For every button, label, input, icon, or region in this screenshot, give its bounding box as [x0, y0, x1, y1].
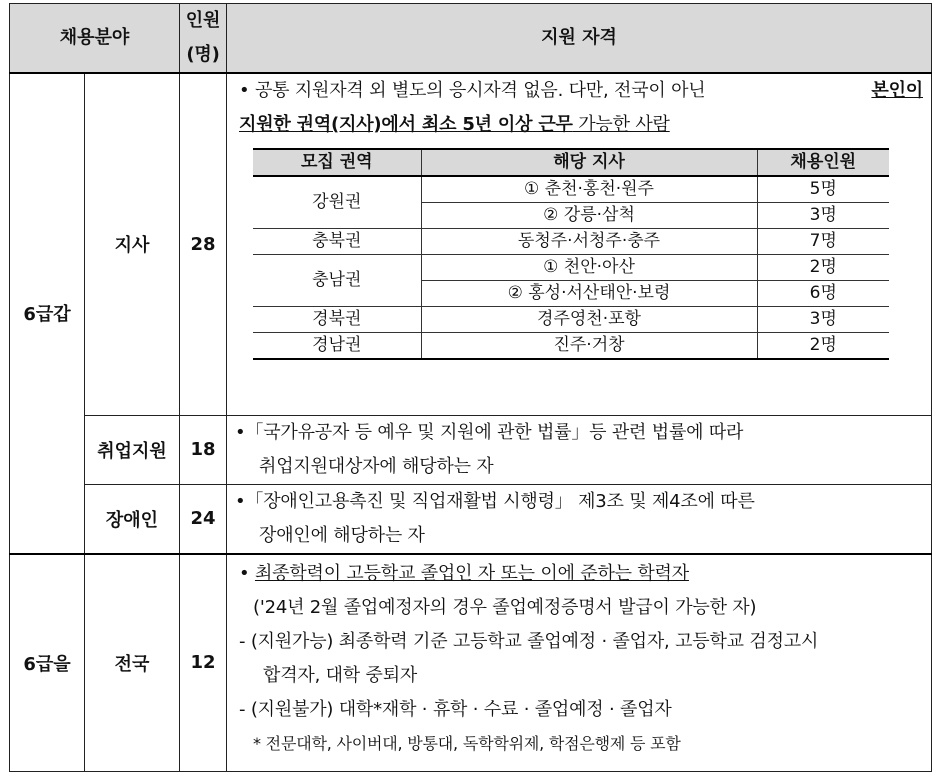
count-employment: 18 — [180, 415, 227, 484]
table-row: 충북권 동청주·서청주·충주 7명 — [253, 229, 889, 255]
subfield-nationwide: 전국 — [85, 554, 180, 772]
region-table — [253, 148, 889, 360]
qualification-branch: • 공통 지원자격 외 별도의 응시자격 없음. 다만, 전국이 아닌 본인이 지원한 권역(지사)에서 최소 5년 이상 근무 가능한 사람 모집 권역 해당 지사 채용인원 강원권 ① 춘천·홍천·원주 5명 ② 강릉·삼척 3명 충북권 동청주·서청주·충주 7명 충남권 ① 천안·아산 2명 ② 홍성·서산태안·보령 6명 경북권 경주영천·포항 3명 경남권 진주·거창 2명 — [227, 73, 932, 415]
table-row: 강원권 ① 춘천·홍천·원주 5명 — [253, 176, 889, 203]
category-6b: 6급을 — [10, 554, 85, 772]
category-6a: 6급갑 — [10, 73, 85, 554]
qualification-nationwide: • 최종학력이 고등학교 졸업인 자 또는 이에 준하는 학력자 ('24년 2월 졸업예정자의 경우 졸업예정증명서 발급이 가능한 자) - (지원가능) 최종학력 기준 고등학교 졸업예정 · 졸업자, 고등학교 검정고시 합격자, 대학 중퇴자 - (지원불가) 대학*재학 · 휴학 · 수료 · 졸업예정 · 졸업자 * 전문대학, 사이버대, 방통대, 독학학위제, 학점은행제 등 포함 — [227, 554, 932, 772]
header-qualification: 지원 자격 — [227, 4, 932, 74]
table-row-disabled — [10, 484, 932, 554]
subfield-employment: 취업지원 — [85, 415, 180, 484]
table-row-employment — [10, 415, 932, 484]
table-row: 충남권 ① 천안·아산 2명 — [253, 255, 889, 281]
table-row: 경남권 진주·거창 2명 — [253, 333, 889, 360]
header-field: 채용분야 — [10, 4, 180, 74]
region-table-header: 모집 권역 해당 지사 채용인원 — [253, 149, 889, 176]
qualification-disabled: •「장애인고용촉진 및 직업재활법 시행령」 제3조 및 제4조에 따른 장애인에 해당하는 자 — [227, 484, 932, 554]
subfield-branch: 지사 — [85, 73, 180, 415]
table-row-branch — [10, 73, 932, 415]
table-row: ② 강릉·삼척 3명 — [253, 203, 889, 229]
subfield-disabled: 장애인 — [85, 484, 180, 554]
table-row: ② 홍성·서산태안·보령 6명 — [253, 281, 889, 307]
count-branch: 28 — [180, 73, 227, 415]
table-row-6b — [10, 554, 932, 772]
count-disabled: 24 — [180, 484, 227, 554]
qualification-employment: •「국가유공자 등 예우 및 지원에 관한 법률」등 관련 법률에 따라 취업지원대상자에 해당하는 자 — [227, 415, 932, 484]
header-count: 인원 (명) — [180, 4, 227, 74]
table-header-row — [10, 4, 932, 74]
table-row: 경북권 경주영천·포항 3명 — [253, 307, 889, 333]
recruitment-table — [9, 3, 932, 772]
count-nationwide: 12 — [180, 554, 227, 772]
